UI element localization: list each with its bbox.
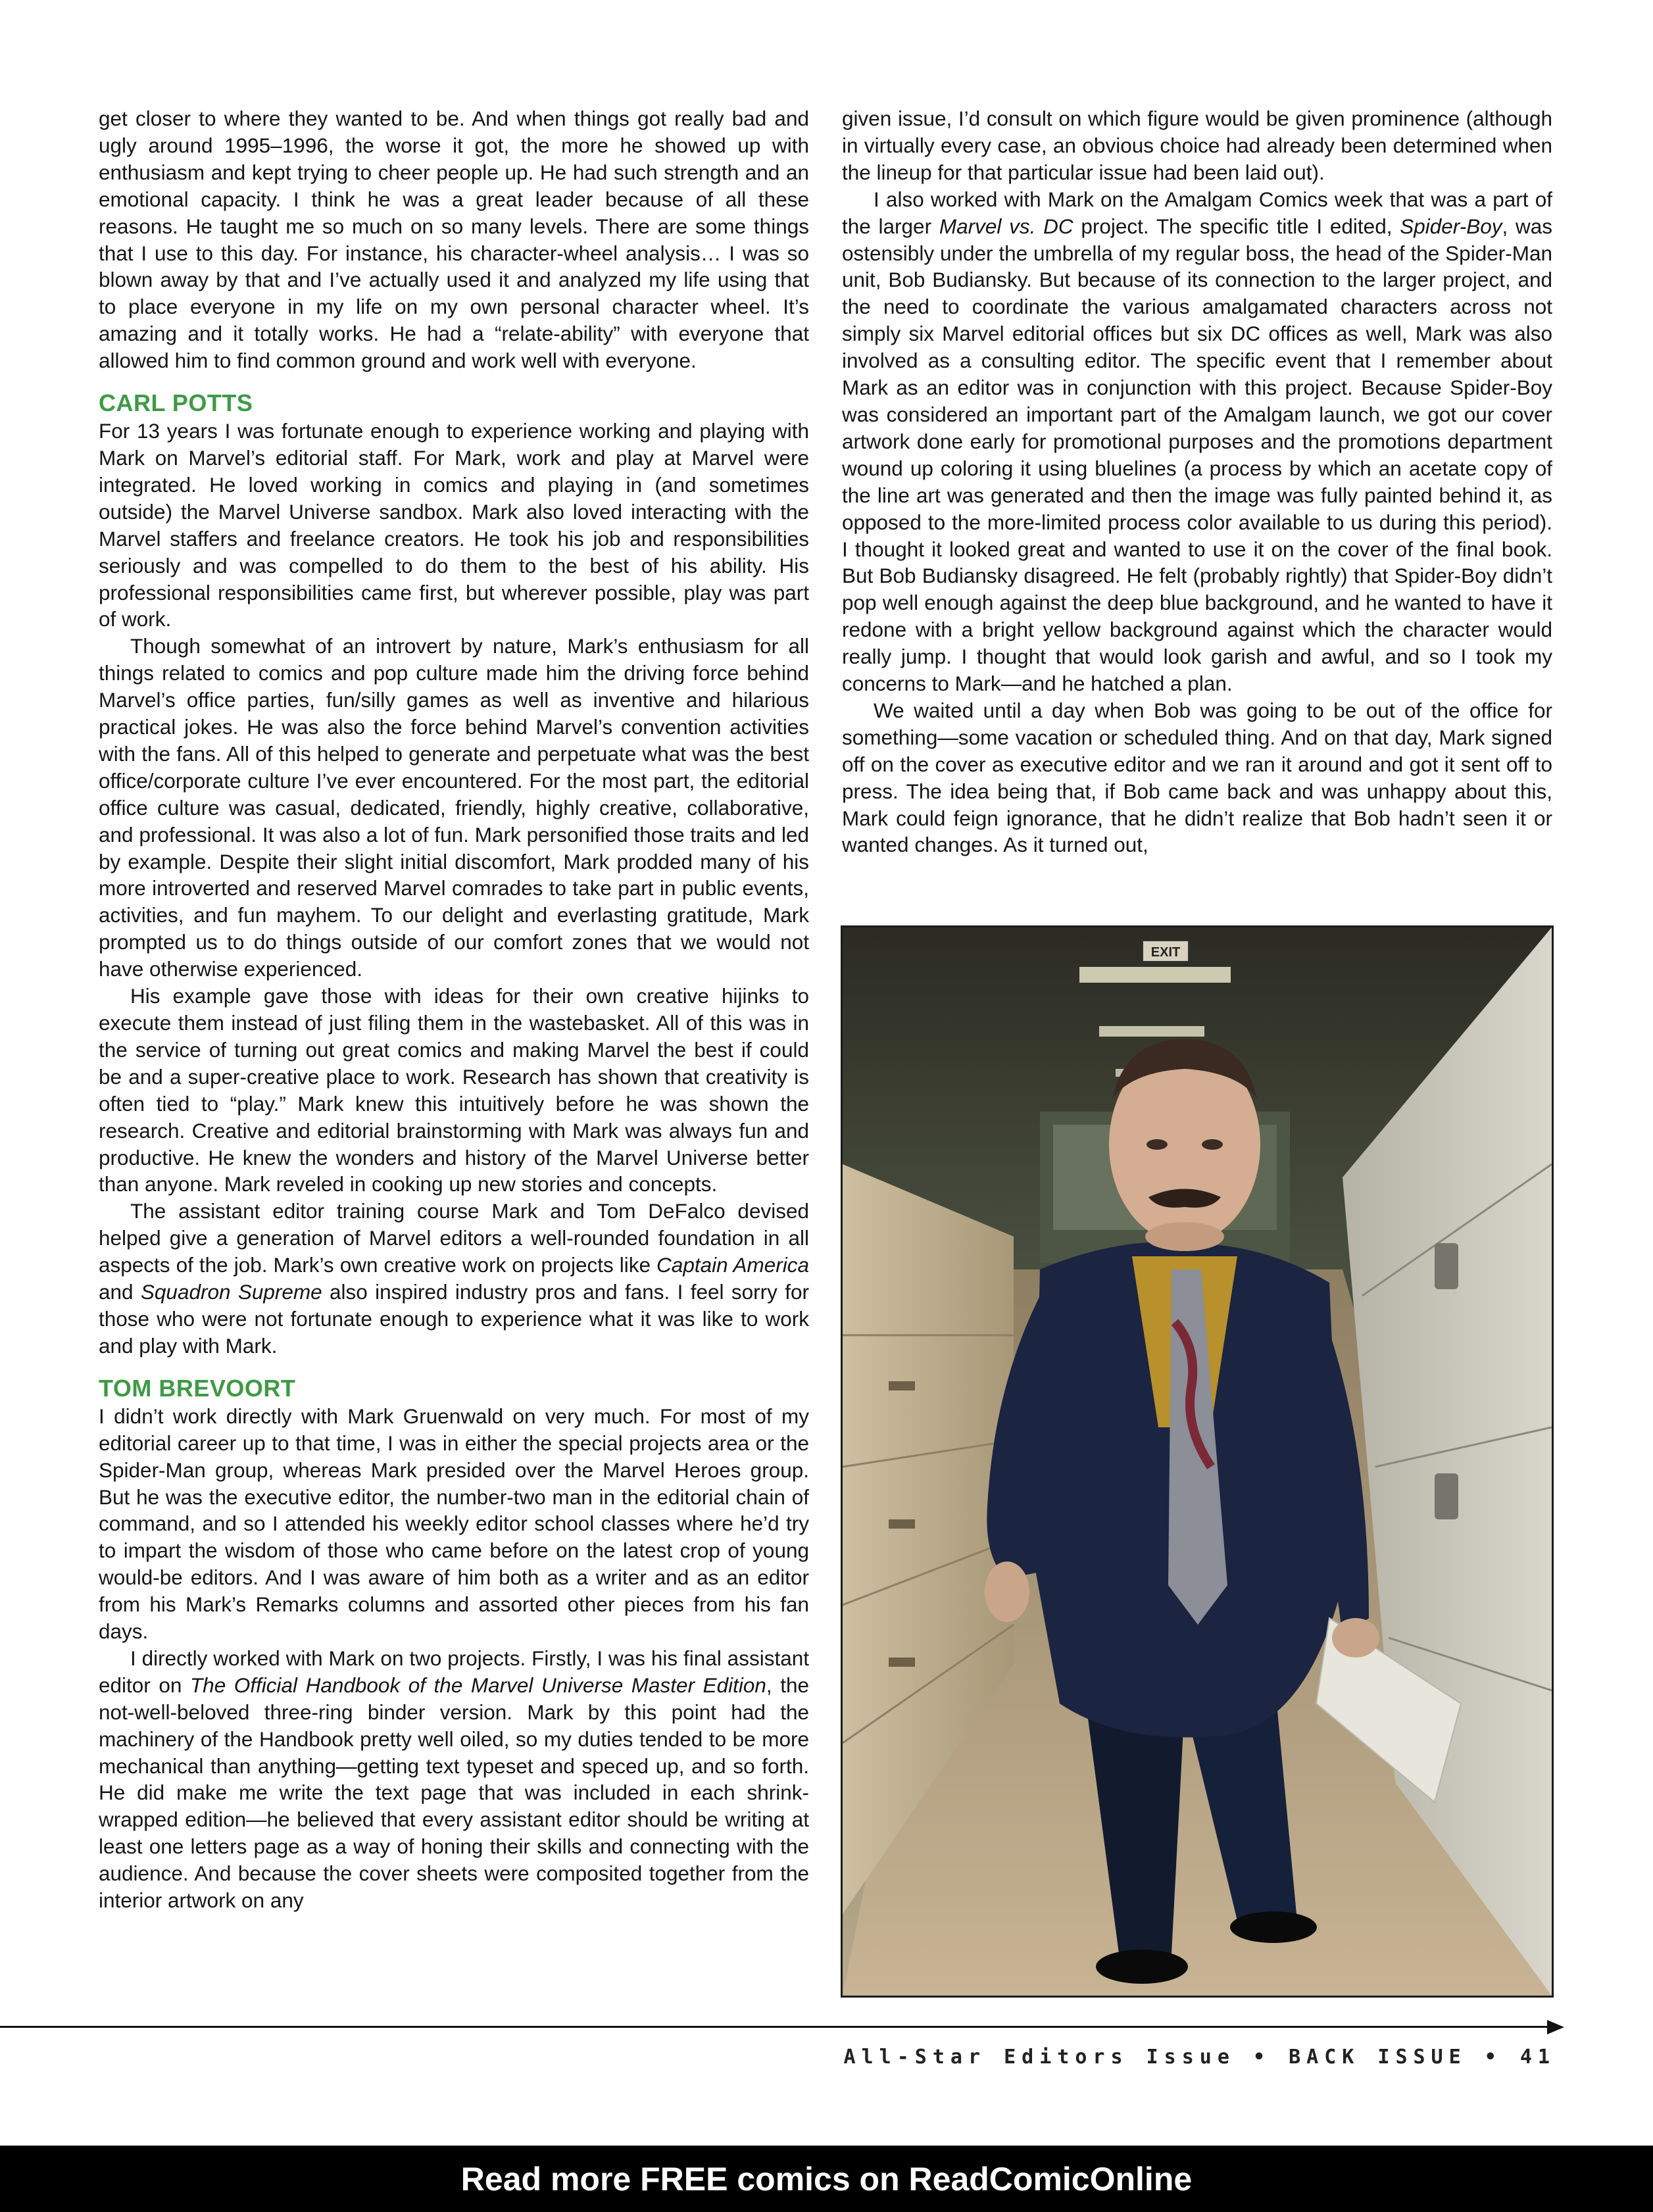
captain-america-title: Captain America — [656, 1253, 810, 1277]
right-column — [842, 105, 1552, 858]
promo-banner-text: Read more FREE comics on ReadComicOnline — [460, 2160, 1193, 2198]
photo-illustration — [843, 927, 1552, 1996]
footer-rule — [0, 2026, 1552, 2028]
left-column — [99, 105, 809, 1914]
carl-potts-paragraph-3: His example gave those with ideas for their own creative hijinks to execute them instead of just filing them in the wastebasket. All of this was in the service of turning out great comics and making Marvel the best if could be and a super-creative place to work. Research has shown that creativity is often tied to “play.” Mark knew this intuitively before he was shown the research. Creative and editorial brainstorming with Mark was always fun and productive. He knew the wonders and history of the Marvel Universe better than anyone. Mark reveled in cooking up new stories and concepts. — [99, 984, 809, 1196]
tom-brevoort-paragraph-1: I didn’t work directly with Mark Gruenwald on very much. For most of my editorial career up to that time, I was in either the special projects area or the Spider-Man group, whereas Mark presided over the Marvel Heroes group. But he was the executive editor, the number-two man in the editorial chain of command, and so I attended his weekly editor school classes where he’d try to impart the wisdom of those who came before on the latest crop of young would-be editors. And I was aware of him both as a writer and as an editor from his Mark’s Remarks columns and assorted other pieces from his fan days. — [99, 1404, 809, 1644]
page-footer: All-Star Editors Issue • BACK ISSUE • 41 — [843, 2046, 1556, 2069]
intro-paragraph: get closer to where they wanted to be. And when things got really bad and ugly around 1995–1996, the worse it got, the more he showed up with enthusiasm and kept trying to cheer people up. He had such strength and an emotional capacity. I think he was a great leader because of all these reasons. He taught me so much on so many levels. There are some things that I use to this day. For instance, his character-wheel analysis… I was so blown away by that and I’ve actually used it and analyzed my life using that to place everyone in my life on my own personal character wheel. It’s amazing and it totally works. He had a “relate-ability” with everyone that allowed him to find common ground and work well with everyone. — [99, 107, 809, 373]
marvel-vs-dc-title: Marvel vs. DC — [939, 214, 1073, 238]
carl-potts-heading: CARL POTTS — [99, 389, 253, 417]
right-paragraph-3: We waited until a day when Bob was going to be out of the office for something—some vacation or scheduled thing. And on that day, Mark signed off on the cover as executive editor and we ran it around and got it sent off to press. The idea being that, if Bob came back and was unhappy about this, Mark could feign ignorance, that he didn’t realize that Bob hadn’t seen it or wanted changes. As it turned out, — [842, 698, 1552, 857]
tom-brevoort-paragraph-2: I directly worked with Mark on two projects. Firstly, I was his final assistant editor on The Official Handbook of the Marvel Universe Master Edition, the not-well-beloved three-ring binder version. Mark by this point had the machinery of the Handbook pretty well oiled, so my duties tended to be more mechanical than anything—getting text typeset and speced up, and so forth. He did make me write the text page that was included in each shrink-wrapped edition—he believed that every assistant editor should be writing at least one letters page as a way of honing their skills and connecting with the audience. And because the cover sheets were composited together from the interior artwork on any — [99, 1646, 810, 1913]
right-paragraph-1: given issue, I’d consult on which figure would be given prominence (although in virtually every case, an obvious choice had already been determined when the lineup for that particular issue had been laid out). — [842, 107, 1552, 184]
exit-sign: EXIT — [1150, 945, 1181, 960]
office-hallway-photo — [841, 925, 1554, 1998]
handbook-title: The Official Handbook of the Marvel Universe Master Edition — [189, 1673, 766, 1697]
right-paragraph-2: I also worked with Mark on the Amalgam Comics week that was a part of the larger Marvel vs. DC project. The specific title I edited, Spider-Boy, was ostensibly under the umbrella of my regular boss, the head of the Spider-Man unit, Bob Budiansky. But because of its connection to the larger project, and the need to coordinate the various amalgamated characters across not simply six Marvel editorial offices but six DC offices as well, Mark was also involved as a consulting editor. The specific event that I remember about Mark as an editor was in conjunction with this project. Because Spider-Boy was considered an important part of the Amalgam launch, we got our cover artwork done early for promotional purposes and the promotions department wound up coloring it using bluelines (a process by which an acetate copy of the line art was generated and then the image was fully painted behind it, as opposed to the more-limited process color available to us during this period). I thought it looked great and wanted to use it on the cover of the final book. But Bob Budiansky disagreed. He felt (probably rightly) that Spider-Boy didn’t pop well enough against the deep blue background, and he wanted to have it redone with a bright yellow background against which the character would really jump. I thought that would look garish and awful, and so I took my concerns to Mark—and he hatched a plan. — [842, 187, 1552, 696]
squadron-supreme-title: Squadron Supreme — [140, 1280, 322, 1304]
continue-arrow-icon — [1547, 2020, 1564, 2034]
spider-boy-title: Spider-Boy — [1400, 214, 1502, 238]
carl-potts-paragraph-2: Though somewhat of an introvert by nature, Mark’s enthusiasm for all things related to comics and pop culture made him the driving force behind Marvel’s office parties, fun/silly games as well as inventive and hilarious practical jokes. He was also the force behind Marvel’s convention activities with the fans. All of this helped to generate and perpetuate what was the best office/corporate culture I’ve ever encountered. For the most part, the editorial office culture was casual, dedicated, friendly, highly creative, collaborative, and professional. It was also a lot of fun. Mark personified those traits and led by example. Despite their slight initial discomfort, Mark prodded many of his more introverted and reserved Marvel comrades to take part in public events, activities, and fun mayhem. To our delight and everlasting gratitude, Mark prompted us to do things outside of our comfort zones that we would not have otherwise experienced. — [99, 634, 809, 981]
tom-brevoort-heading: TOM BREVOORT — [99, 1374, 296, 1402]
promo-banner[interactable] — [0, 2146, 1653, 2212]
carl-potts-paragraph-4: The assistant editor training course Mark and Tom DeFalco devised helped give a generation of Marvel editors a well-rounded foundation in all aspects of the job. Mark’s own creative work on projects like Captain America and Squadron Supreme also inspired industry pros and fans. I feel sorry for those who were not fortunate enough to experience what it was like to work and play with Mark. — [99, 1199, 810, 1358]
carl-potts-paragraph-1: For 13 years I was fortunate enough to experience working and playing with Mark on Marvel’s editorial staff. For Mark, work and play at Marvel were integrated. He loved working in comics and playing in (and sometimes outside) the Marvel Universe sandbox. Mark also loved interacting with the Marvel staffers and freelance creators. He took his job and responsibilities seriously and was compelled to do them to the best of his ability. His professional responsibilities came first, but wherever possible, play was part of work. — [99, 419, 809, 631]
